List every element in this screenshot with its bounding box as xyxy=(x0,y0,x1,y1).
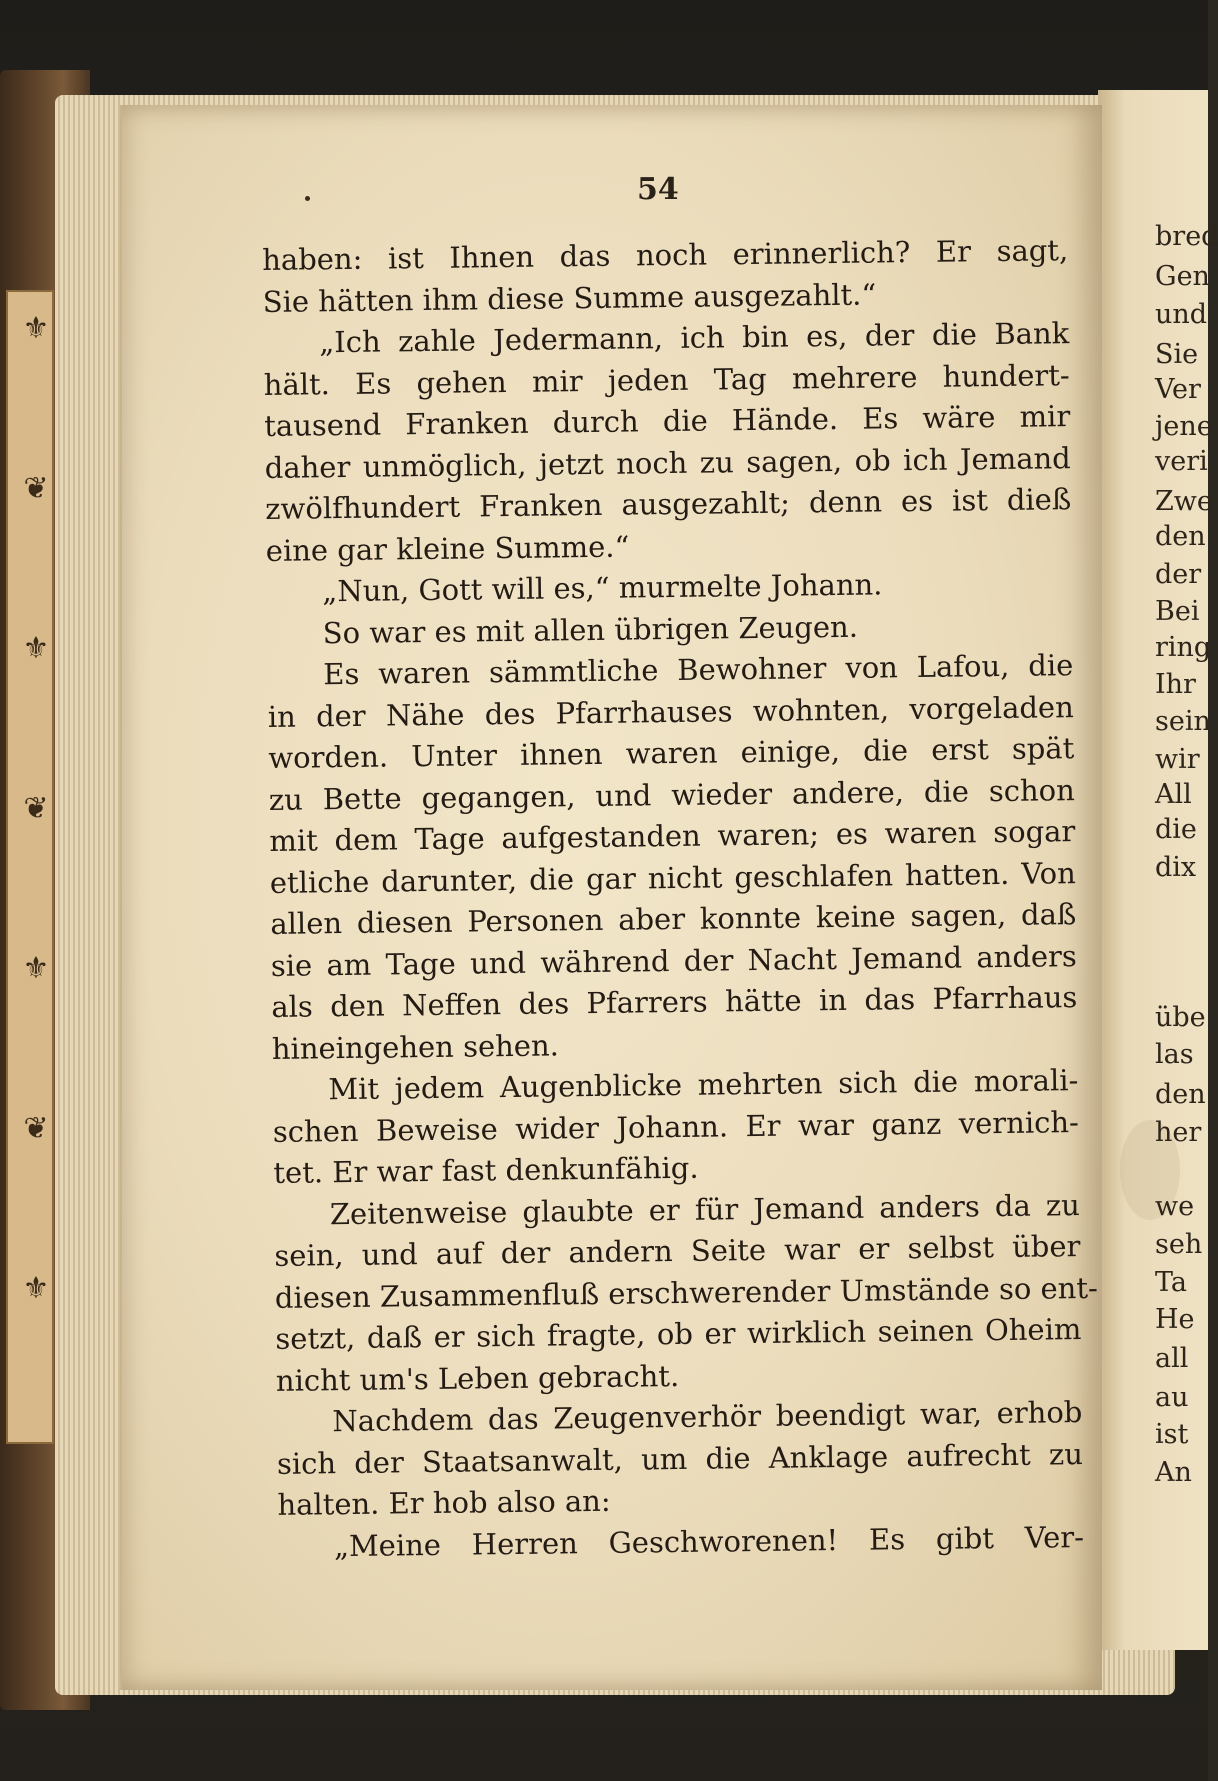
facing-text-fragment: all xyxy=(1155,1343,1189,1374)
facing-text-fragment: au xyxy=(1155,1382,1189,1413)
text-line: Sie hätten ihm diese Summe ausgezahlt.“ xyxy=(262,277,877,319)
facing-text-fragment: He xyxy=(1155,1304,1195,1335)
text-line: etliche darunter, die gar nicht geschlafen hatten. Von xyxy=(269,855,1076,900)
facing-text-fragment: ring xyxy=(1155,632,1212,663)
facing-text-fragment: den xyxy=(1155,521,1206,552)
facing-text-fragment: ist xyxy=(1155,1419,1189,1450)
page-body-text xyxy=(262,230,1099,1568)
text-line: Zeitenweise glaubte er für Jemand anders da zu xyxy=(329,1187,1081,1231)
facing-text-fragment: jene xyxy=(1155,411,1213,442)
ornament-icon: ❦ xyxy=(23,471,49,506)
ink-speck xyxy=(305,196,310,201)
facing-text-fragment: we xyxy=(1155,1191,1195,1222)
text-line: tet. Er war fast denkunfähig. xyxy=(273,1150,699,1190)
text-line: „Meine Herren Geschworenen! Es gibt Ver- xyxy=(333,1519,1085,1563)
text-line: sich der Staatsanwalt, um die Anklage aufrecht zu xyxy=(276,1436,1084,1481)
ornament-icon: ⚜ xyxy=(22,951,50,986)
facing-text-fragment: der xyxy=(1155,559,1202,590)
text-line: zwölfhundert Franken ausgezahlt; denn es ist dieß xyxy=(265,482,1072,526)
ornament-icon: ⚜ xyxy=(22,631,50,666)
facing-text-fragment: Ihr xyxy=(1155,669,1196,700)
facing-text-fragment: die xyxy=(1155,814,1197,845)
text-line: halten. Er hob also an: xyxy=(277,1483,611,1522)
facing-text-fragment: veri xyxy=(1155,446,1208,477)
ornament-icon: ❦ xyxy=(23,1111,49,1146)
text-line: sein, und auf der andern Seite war er selbst über xyxy=(274,1229,1081,1273)
page-number: 54 xyxy=(637,172,679,207)
facing-text-fragment: wir xyxy=(1155,744,1200,775)
text-line: schen Beweise wider Johann. Er war ganz vernich- xyxy=(272,1104,1080,1149)
spine-label xyxy=(6,290,54,1444)
facing-text-fragment: Zwe xyxy=(1155,486,1213,517)
facing-text-fragment: sein xyxy=(1155,706,1211,737)
text-line: Mit jedem Augenblicke mehrten sich die morali- xyxy=(328,1063,1079,1107)
text-line: hineingehen sehen. xyxy=(271,1027,560,1066)
text-line: Es waren sämmtliche Bewohner von Lafou, die xyxy=(323,648,1074,692)
text-line: So war es mit allen übrigen Zeugen. xyxy=(322,609,859,650)
facing-text-fragment: und xyxy=(1155,299,1208,330)
facing-text-fragment: Ver xyxy=(1155,374,1201,405)
text-line: hält. Es gehen mir jeden Tag mehrere hundert- xyxy=(263,357,1070,402)
text-line: nicht um's Leben gebracht. xyxy=(275,1358,680,1398)
text-line: tausend Franken durch die Hände. Es wäre mir xyxy=(264,399,1071,443)
text-line: worden. Unter ihnen waren einige, die erst spät xyxy=(268,731,1075,775)
text-line: allen diesen Personen aber konnte keine sagen, daß xyxy=(270,897,1077,941)
text-line: „Nun, Gott will es,“ murmelte Johann. xyxy=(322,567,883,609)
facing-text-fragment: Gen xyxy=(1155,261,1210,292)
text-line: mit dem Tage aufgestanden waren; es waren sogar xyxy=(269,814,1076,858)
facing-text-fragment: den xyxy=(1155,1079,1206,1110)
facing-text-fragment: bred xyxy=(1155,221,1218,252)
facing-text-fragment: Ta xyxy=(1155,1267,1188,1298)
facing-text-fragment: Bei xyxy=(1155,596,1200,627)
text-line: setzt, daß er sich fragte, ob er wirklich seinen Oheim xyxy=(275,1312,1082,1356)
facing-text-fragment: All xyxy=(1155,779,1192,810)
text-line: haben: ist Ihnen das noch erinnerlich? Er sagt, xyxy=(262,233,1069,277)
facing-text-fragment: seh xyxy=(1155,1229,1203,1260)
facing-text-fragment: dix xyxy=(1155,852,1197,883)
text-line: sie am Tage und während der Nacht Jemand anders xyxy=(270,938,1078,983)
ornament-icon: ❦ xyxy=(23,791,49,826)
text-line: „Ich zahle Jedermann, ich bin es, der die Bank xyxy=(319,316,1070,360)
text-line: diesen Zusammenfluß erschwerender Umstände so ent- xyxy=(274,1270,1099,1315)
text-line: eine gar kleine Summe.“ xyxy=(265,529,630,568)
facing-text-fragment: las xyxy=(1155,1039,1194,1070)
ornament-icon: ⚜ xyxy=(22,311,50,346)
facing-text-fragment: her xyxy=(1155,1117,1202,1148)
text-line: zu Bette gegangen, und wieder andere, die schon xyxy=(268,772,1075,817)
text-line: als den Neffen des Pfarrers hätte in das Pfarrhaus xyxy=(271,980,1078,1024)
facing-text-fragment: Sie xyxy=(1155,339,1199,370)
text-line: in der Nähe des Pfarrhauses wohnten, vorgeladen xyxy=(267,689,1074,734)
text-line: Nachdem das Zeugenverhör beendigt war, erhob xyxy=(332,1395,1083,1439)
facing-text-fragment: übe xyxy=(1155,1002,1206,1033)
facing-text-fragment: An xyxy=(1155,1457,1192,1488)
ornament-icon: ⚜ xyxy=(22,1271,50,1306)
text-line: daher unmöglich, jetzt noch zu sagen, ob ich Jemand xyxy=(264,440,1071,485)
